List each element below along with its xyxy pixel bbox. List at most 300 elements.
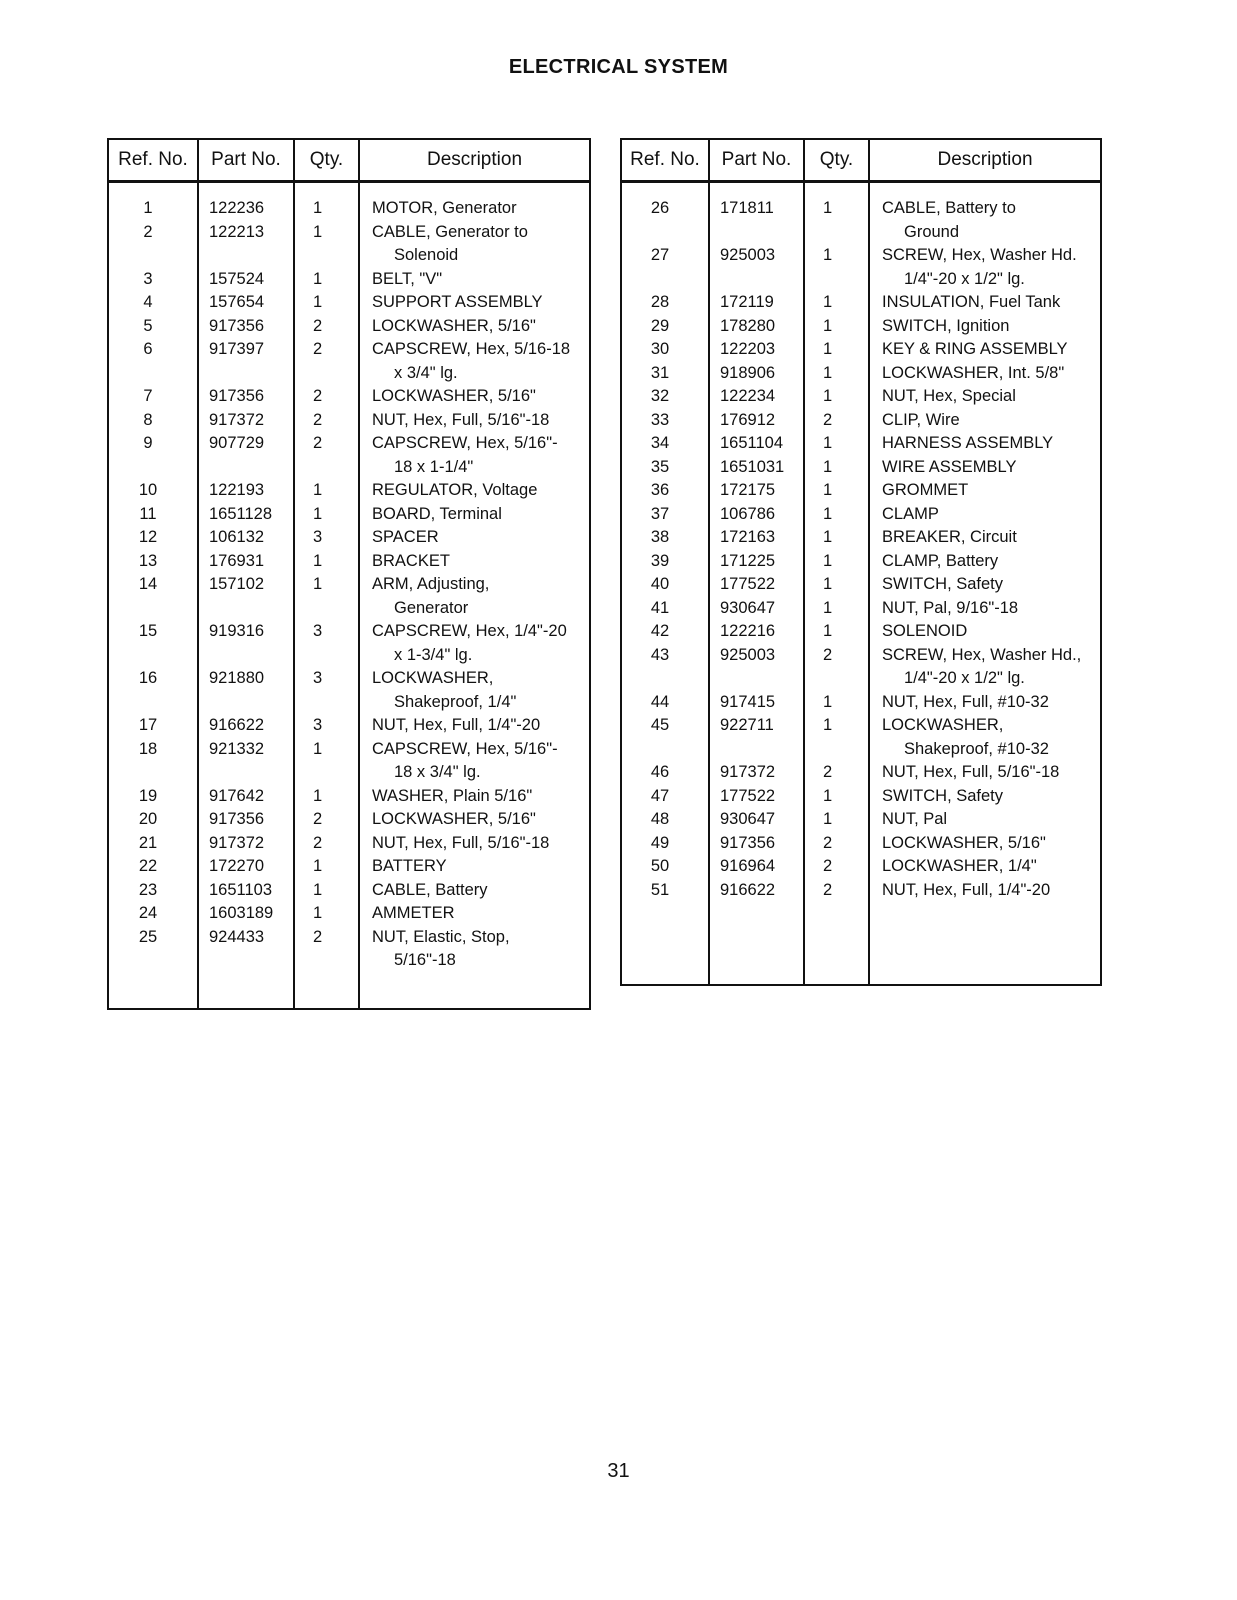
ref-number-cell: 11 xyxy=(108,503,198,527)
description-cell: SOLENOID xyxy=(869,620,1101,644)
empty-cell xyxy=(709,902,804,926)
spacer-cell xyxy=(804,182,869,198)
table-row-continuation xyxy=(621,738,1101,762)
table-row xyxy=(108,855,590,879)
description-cell xyxy=(869,667,1101,691)
quantity-cell: 1 xyxy=(804,526,869,550)
ref-number-cell: 27 xyxy=(621,244,709,268)
ref-number-cell: 2 xyxy=(108,221,198,245)
ref-number-cell: 24 xyxy=(108,902,198,926)
part-number-cell: 1651103 xyxy=(198,879,294,903)
ref-number-cell: 18 xyxy=(108,738,198,762)
quantity-cell: 1 xyxy=(804,785,869,809)
part-number-cell: 917356 xyxy=(198,808,294,832)
description-cell: NUT, Hex, Full, 5/16"-18 xyxy=(869,761,1101,785)
table-row xyxy=(621,573,1101,597)
table-row xyxy=(108,526,590,550)
quantity-cell: 1 xyxy=(294,479,359,503)
part-number-cell: 930647 xyxy=(709,808,804,832)
description-cell: CAPSCREW, Hex, 5/16"- xyxy=(359,738,590,762)
ref-number-cell: 33 xyxy=(621,409,709,433)
part-number-cell: 924433 xyxy=(198,926,294,950)
description-cell: KEY & RING ASSEMBLY xyxy=(869,338,1101,362)
ref-number-cell xyxy=(108,456,198,480)
description-cell xyxy=(359,761,590,785)
table-row xyxy=(621,197,1101,221)
ref-number-cell: 42 xyxy=(621,620,709,644)
ref-number-cell: 46 xyxy=(621,761,709,785)
quantity-cell: 1 xyxy=(804,479,869,503)
quantity-cell: 1 xyxy=(804,338,869,362)
empty-cell xyxy=(198,973,294,1009)
quantity-cell: 2 xyxy=(294,315,359,339)
part-number-cell: 122193 xyxy=(198,479,294,503)
description-cell: LOCKWASHER, 5/16" xyxy=(359,385,590,409)
table-row-continuation xyxy=(621,268,1101,292)
quantity-cell: 2 xyxy=(804,761,869,785)
description-cell: NUT, Elastic, Stop, xyxy=(359,926,590,950)
table-row xyxy=(108,197,590,221)
quantity-cell: 1 xyxy=(804,362,869,386)
description-cell: NUT, Hex, Full, 5/16"-18 xyxy=(359,409,590,433)
spacer-cell xyxy=(198,182,294,198)
table-row xyxy=(108,714,590,738)
ref-number-cell: 35 xyxy=(621,456,709,480)
part-number-cell: 177522 xyxy=(709,785,804,809)
quantity-cell: 2 xyxy=(804,855,869,879)
part-number-cell: 917397 xyxy=(198,338,294,362)
description-cell: NUT, Hex, Full, 5/16"-18 xyxy=(359,832,590,856)
part-number-cell: 917642 xyxy=(198,785,294,809)
quantity-cell xyxy=(294,949,359,973)
quantity-cell: 1 xyxy=(804,503,869,527)
description-continuation: 1/4"-20 x 1/2" lg. xyxy=(904,669,1025,687)
part-number-cell: 172163 xyxy=(709,526,804,550)
description-cell xyxy=(869,738,1101,762)
part-number-cell xyxy=(198,597,294,621)
quantity-cell xyxy=(804,738,869,762)
page-number: 31 xyxy=(607,1460,630,1482)
part-number-cell: 922711 xyxy=(709,714,804,738)
part-number-cell xyxy=(198,644,294,668)
ref-number-cell: 34 xyxy=(621,432,709,456)
ref-number-cell: 22 xyxy=(108,855,198,879)
table-row-continuation xyxy=(621,667,1101,691)
part-number-cell: 172270 xyxy=(198,855,294,879)
table-row xyxy=(621,291,1101,315)
column-header-description: Description xyxy=(869,139,1101,182)
description-continuation: 18 x 1-1/4" xyxy=(394,457,474,476)
table-body-left xyxy=(108,182,590,1009)
description-continuation: 18 x 3/4" lg. xyxy=(394,763,481,781)
quantity-cell: 1 xyxy=(294,573,359,597)
table-row xyxy=(108,409,590,433)
description-cell: BATTERY xyxy=(359,855,590,879)
empty-row xyxy=(621,902,1101,926)
table-row xyxy=(108,879,590,903)
quantity-cell: 1 xyxy=(294,197,359,221)
table-row xyxy=(108,620,590,644)
table-row-continuation xyxy=(108,644,590,668)
ref-number-cell: 6 xyxy=(108,338,198,362)
quantity-cell: 1 xyxy=(294,550,359,574)
quantity-cell: 2 xyxy=(294,926,359,950)
description-cell: LOCKWASHER, 5/16" xyxy=(869,832,1101,856)
ref-number-cell: 28 xyxy=(621,291,709,315)
quantity-cell xyxy=(294,244,359,268)
empty-cell xyxy=(621,926,709,950)
part-number-cell: 172119 xyxy=(709,291,804,315)
part-number-cell: 916964 xyxy=(709,855,804,879)
description-continuation: Generator xyxy=(394,598,469,617)
part-number-cell: 917372 xyxy=(198,409,294,433)
quantity-cell xyxy=(294,761,359,785)
quantity-cell: 2 xyxy=(294,409,359,433)
spacer-cell xyxy=(621,182,709,198)
description-cell: NUT, Pal xyxy=(869,808,1101,832)
quantity-cell: 1 xyxy=(294,902,359,926)
table-row xyxy=(108,667,590,691)
ref-number-cell xyxy=(108,244,198,268)
quantity-cell xyxy=(804,221,869,245)
description-continuation: x 1-3/4" lg. xyxy=(394,645,473,664)
empty-cell xyxy=(621,902,709,926)
quantity-cell: 1 xyxy=(294,221,359,245)
part-number-cell: 122216 xyxy=(709,620,804,644)
quantity-cell xyxy=(294,644,359,668)
description-cell: CAPSCREW, Hex, 5/16-18 xyxy=(359,338,590,362)
table-row xyxy=(108,291,590,315)
description-cell: INSULATION, Fuel Tank xyxy=(869,291,1101,315)
table-row xyxy=(108,738,590,762)
part-number-cell: 178280 xyxy=(709,315,804,339)
quantity-cell: 1 xyxy=(294,855,359,879)
ref-number-cell xyxy=(621,738,709,762)
table-row xyxy=(621,432,1101,456)
quantity-cell: 3 xyxy=(294,667,359,691)
empty-cell xyxy=(869,902,1101,926)
quantity-cell: 1 xyxy=(804,385,869,409)
ref-number-cell xyxy=(108,691,198,715)
description-continuation: 1/4"-20 x 1/2" lg. xyxy=(904,269,1025,288)
part-number-cell: 917372 xyxy=(198,832,294,856)
description-cell xyxy=(359,456,590,480)
page-title: ELECTRICAL SYSTEM xyxy=(508,56,729,78)
empty-cell xyxy=(869,949,1101,985)
table-row-continuation xyxy=(108,362,590,386)
ref-number-cell xyxy=(108,362,198,386)
description-cell: LOCKWASHER, xyxy=(869,714,1101,738)
ref-number-cell: 39 xyxy=(621,550,709,574)
table-row xyxy=(621,785,1101,809)
ref-number-cell: 8 xyxy=(108,409,198,433)
part-number-cell: 122236 xyxy=(198,197,294,221)
part-number-cell xyxy=(198,456,294,480)
description-cell: CLIP, Wire xyxy=(869,409,1101,433)
description-cell xyxy=(359,949,590,973)
part-number-cell: 1651104 xyxy=(709,432,804,456)
part-number-cell: 122213 xyxy=(198,221,294,245)
quantity-cell: 1 xyxy=(804,432,869,456)
ref-number-cell: 26 xyxy=(621,197,709,221)
ref-number-cell: 16 xyxy=(108,667,198,691)
quantity-cell: 2 xyxy=(294,832,359,856)
part-number-cell: 917356 xyxy=(198,315,294,339)
description-continuation: Ground xyxy=(904,222,960,241)
quantity-cell: 2 xyxy=(294,385,359,409)
ref-number-cell: 20 xyxy=(108,808,198,832)
table-row xyxy=(621,479,1101,503)
part-number-cell: 917372 xyxy=(709,761,804,785)
description-cell: NUT, Hex, Special xyxy=(869,385,1101,409)
ref-number-cell: 12 xyxy=(108,526,198,550)
table-row-continuation xyxy=(108,949,590,973)
part-number-cell: 176931 xyxy=(198,550,294,574)
empty-cell xyxy=(359,973,590,1009)
quantity-cell: 1 xyxy=(804,808,869,832)
ref-number-cell: 19 xyxy=(108,785,198,809)
quantity-cell: 1 xyxy=(804,573,869,597)
part-number-cell: 917356 xyxy=(198,385,294,409)
part-number-cell: 122203 xyxy=(709,338,804,362)
description-continuation: 5/16"-18 xyxy=(394,951,456,969)
part-number-cell: 1651128 xyxy=(198,503,294,527)
description-cell: CLAMP xyxy=(869,503,1101,527)
table-row xyxy=(108,573,590,597)
part-number-cell: 918906 xyxy=(709,362,804,386)
ref-number-cell: 15 xyxy=(108,620,198,644)
ref-number-cell: 49 xyxy=(621,832,709,856)
description-cell: HARNESS ASSEMBLY xyxy=(869,432,1101,456)
ref-number-cell: 23 xyxy=(108,879,198,903)
ref-number-cell: 5 xyxy=(108,315,198,339)
description-cell: REGULATOR, Voltage xyxy=(359,479,590,503)
description-cell: CABLE, Battery to xyxy=(869,197,1101,221)
table-row xyxy=(621,832,1101,856)
parts-table-left xyxy=(107,138,591,1010)
description-cell: CLAMP, Battery xyxy=(869,550,1101,574)
part-number-cell xyxy=(198,949,294,973)
spacer-row xyxy=(621,182,1101,198)
description-cell: BELT, "V" xyxy=(359,268,590,292)
part-number-cell: 917356 xyxy=(709,832,804,856)
ref-number-cell xyxy=(621,221,709,245)
table-row-continuation xyxy=(621,221,1101,245)
quantity-cell: 1 xyxy=(804,620,869,644)
ref-number-cell: 30 xyxy=(621,338,709,362)
table-row-continuation xyxy=(108,597,590,621)
description-continuation: Shakeproof, 1/4" xyxy=(394,692,517,711)
description-cell xyxy=(359,597,590,621)
empty-cell xyxy=(709,926,804,950)
spacer-cell xyxy=(359,182,590,198)
quantity-cell: 2 xyxy=(804,832,869,856)
quantity-cell: 1 xyxy=(804,291,869,315)
part-number-cell: 157524 xyxy=(198,268,294,292)
ref-number-cell: 25 xyxy=(108,926,198,950)
ref-number-cell: 3 xyxy=(108,268,198,292)
column-header-part: Part No. xyxy=(198,139,294,182)
quantity-cell: 1 xyxy=(294,503,359,527)
ref-number-cell: 40 xyxy=(621,573,709,597)
quantity-cell: 1 xyxy=(804,691,869,715)
quantity-cell: 2 xyxy=(804,879,869,903)
description-cell: SCREW, Hex, Washer Hd., xyxy=(869,644,1101,668)
description-cell: SCREW, Hex, Washer Hd. xyxy=(869,244,1101,268)
table-row xyxy=(108,432,590,456)
table-row xyxy=(621,338,1101,362)
empty-cell xyxy=(804,926,869,950)
part-number-cell xyxy=(709,221,804,245)
ref-number-cell: 31 xyxy=(621,362,709,386)
part-number-cell xyxy=(709,738,804,762)
table-row xyxy=(108,479,590,503)
ref-number-cell xyxy=(108,761,198,785)
part-number-cell: 171225 xyxy=(709,550,804,574)
part-number-cell xyxy=(709,268,804,292)
quantity-cell xyxy=(294,362,359,386)
part-number-cell: 157654 xyxy=(198,291,294,315)
description-cell xyxy=(359,644,590,668)
quantity-cell: 2 xyxy=(294,432,359,456)
part-number-cell: 1603189 xyxy=(198,902,294,926)
ref-number-cell: 50 xyxy=(621,855,709,879)
part-number-cell: 106786 xyxy=(709,503,804,527)
description-cell: SWITCH, Safety xyxy=(869,785,1101,809)
description-cell xyxy=(359,244,590,268)
description-cell xyxy=(869,268,1101,292)
description-continuation: Solenoid xyxy=(394,246,459,264)
description-cell: LOCKWASHER, xyxy=(359,667,590,691)
description-cell: LOCKWASHER, 5/16" xyxy=(359,808,590,832)
quantity-cell: 3 xyxy=(294,526,359,550)
table-row xyxy=(621,620,1101,644)
table-row xyxy=(621,691,1101,715)
ref-number-cell: 41 xyxy=(621,597,709,621)
quantity-cell: 1 xyxy=(804,597,869,621)
ref-number-cell: 1 xyxy=(108,197,198,221)
spacer-cell xyxy=(294,182,359,198)
quantity-cell: 2 xyxy=(294,338,359,362)
part-number-cell: 176912 xyxy=(709,409,804,433)
description-cell: WIRE ASSEMBLY xyxy=(869,456,1101,480)
description-continuation: x 3/4" lg. xyxy=(394,363,458,382)
description-cell: LOCKWASHER, 1/4" xyxy=(869,855,1101,879)
part-number-cell: 1651031 xyxy=(709,456,804,480)
description-cell: CABLE, Battery xyxy=(359,879,590,903)
quantity-cell xyxy=(804,268,869,292)
table-row-continuation xyxy=(108,456,590,480)
table-row xyxy=(621,503,1101,527)
column-header-description: Description xyxy=(359,139,590,182)
table-row-continuation xyxy=(108,761,590,785)
description-cell: NUT, Pal, 9/16"-18 xyxy=(869,597,1101,621)
part-number-cell: 907729 xyxy=(198,432,294,456)
empty-row xyxy=(621,926,1101,950)
table-row xyxy=(621,879,1101,903)
description-cell: BOARD, Terminal xyxy=(359,503,590,527)
table-row xyxy=(108,221,590,245)
table-row xyxy=(621,244,1101,268)
quantity-cell: 1 xyxy=(294,785,359,809)
description-cell: SPACER xyxy=(359,526,590,550)
part-number-cell: 171811 xyxy=(709,197,804,221)
ref-number-cell: 14 xyxy=(108,573,198,597)
table-row xyxy=(621,385,1101,409)
ref-number-cell: 45 xyxy=(621,714,709,738)
table-row xyxy=(108,338,590,362)
empty-cell xyxy=(621,949,709,985)
ref-number-cell xyxy=(108,644,198,668)
spacer-row xyxy=(108,182,590,198)
description-cell: BRACKET xyxy=(359,550,590,574)
table-row xyxy=(621,855,1101,879)
table-row xyxy=(621,808,1101,832)
part-number-cell: 122234 xyxy=(709,385,804,409)
empty-cell xyxy=(108,973,198,1009)
quantity-cell xyxy=(804,667,869,691)
quantity-cell xyxy=(294,691,359,715)
description-cell xyxy=(359,691,590,715)
quantity-cell: 1 xyxy=(804,714,869,738)
description-cell: SWITCH, Safety xyxy=(869,573,1101,597)
table-header-row xyxy=(621,139,1101,182)
description-cell xyxy=(869,221,1101,245)
quantity-cell xyxy=(294,597,359,621)
table-row xyxy=(621,526,1101,550)
ref-number-cell: 13 xyxy=(108,550,198,574)
quantity-cell: 3 xyxy=(294,714,359,738)
table-row xyxy=(108,832,590,856)
table-body-right xyxy=(621,182,1101,986)
description-cell: WASHER, Plain 5/16" xyxy=(359,785,590,809)
part-number-cell: 921332 xyxy=(198,738,294,762)
description-cell: NUT, Hex, Full, #10-32 xyxy=(869,691,1101,715)
part-number-cell: 917415 xyxy=(709,691,804,715)
description-cell: MOTOR, Generator xyxy=(359,197,590,221)
description-cell: LOCKWASHER, Int. 5/8" xyxy=(869,362,1101,386)
parts-table-right xyxy=(620,138,1102,986)
table-row xyxy=(621,362,1101,386)
table-row xyxy=(621,315,1101,339)
table-row xyxy=(108,902,590,926)
description-cell: NUT, Hex, Full, 1/4"-20 xyxy=(869,879,1101,903)
bottom-fill-row xyxy=(621,949,1101,985)
ref-number-cell: 10 xyxy=(108,479,198,503)
table-row xyxy=(621,597,1101,621)
description-cell xyxy=(359,362,590,386)
description-cell: BREAKER, Circuit xyxy=(869,526,1101,550)
table-row xyxy=(108,503,590,527)
part-number-cell: 916622 xyxy=(198,714,294,738)
ref-number-cell: 48 xyxy=(621,808,709,832)
table-row xyxy=(621,714,1101,738)
ref-number-cell: 17 xyxy=(108,714,198,738)
ref-number-cell: 37 xyxy=(621,503,709,527)
ref-number-cell xyxy=(621,667,709,691)
quantity-cell: 1 xyxy=(294,738,359,762)
empty-cell xyxy=(804,949,869,985)
empty-cell xyxy=(294,973,359,1009)
ref-number-cell: 4 xyxy=(108,291,198,315)
quantity-cell: 2 xyxy=(804,644,869,668)
part-number-cell: 172175 xyxy=(709,479,804,503)
quantity-cell: 1 xyxy=(804,550,869,574)
part-number-cell xyxy=(198,244,294,268)
quantity-cell: 1 xyxy=(804,244,869,268)
quantity-cell: 2 xyxy=(294,808,359,832)
description-cell: CAPSCREW, Hex, 5/16"- xyxy=(359,432,590,456)
